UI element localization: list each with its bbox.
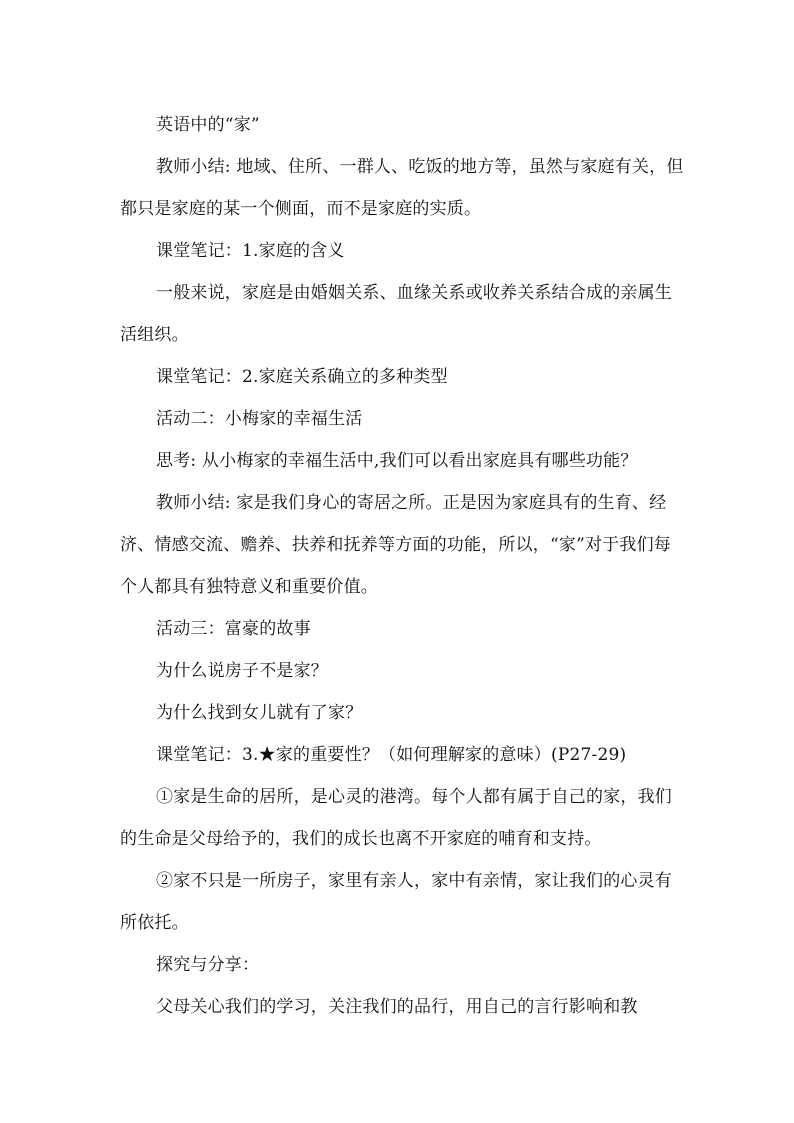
activity-three-heading: 活动三：富豪的故事 xyxy=(156,619,311,639)
definition-paragraph: 一般来说，家庭是由婚姻关系、血缘关系或收养关系结合成的亲属生活组织。 xyxy=(120,283,672,345)
class-note-1: 课堂笔记：1.家庭的含义 xyxy=(156,241,345,261)
parents-paragraph: 父母关心我们的学习，关注我们的品行，用自己的言行影响和教 xyxy=(156,997,638,1017)
question-house: 为什么说房子不是家？ xyxy=(156,661,328,681)
question-daughter: 为什么找到女儿就有了家？ xyxy=(156,703,363,723)
class-note-3: 课堂笔记：3.★家的重要性？（如何理解家的意味）(P27-29) xyxy=(156,745,627,765)
heading-english-home: 英语中的“家” xyxy=(156,115,260,135)
document-body xyxy=(120,104,685,1028)
class-note-2: 课堂笔记：2.家庭关系确立的多种类型 xyxy=(156,367,448,387)
point-two: ②家不只是一所房子，家里有亲人，家中有亲情，家让我们的心灵有所依托。 xyxy=(120,871,672,933)
activity-two-heading: 活动二：小梅家的幸福生活 xyxy=(156,409,363,429)
teacher-summary-2: 教师小结: 家是我们身心的寄居之所。正是因为家庭具有的生育、经济、情感交流、赡养、扶养和抚养等方面的功能，所以，“家”对于我们每个人都具有独特意义和重要价值。 xyxy=(120,493,671,597)
explore-share-heading: 探究与分享： xyxy=(156,955,260,975)
thinking-question: 思考: 从小梅家的幸福生活中,我们可以看出家庭具有哪些功能？ xyxy=(156,451,638,471)
point-one: ①家是生命的居所，是心灵的港湾。每个人都有属于自己的家，我们的生命是父母给予的，我们的成长也离不开家庭的哺育和支持。 xyxy=(120,787,672,849)
teacher-summary-1: 教师小结: 地域、住所、一群人、吃饭的地方等，虽然与家庭有关，但都只是家庭的某一个侧面，而不是家庭的实质。 xyxy=(120,157,684,219)
